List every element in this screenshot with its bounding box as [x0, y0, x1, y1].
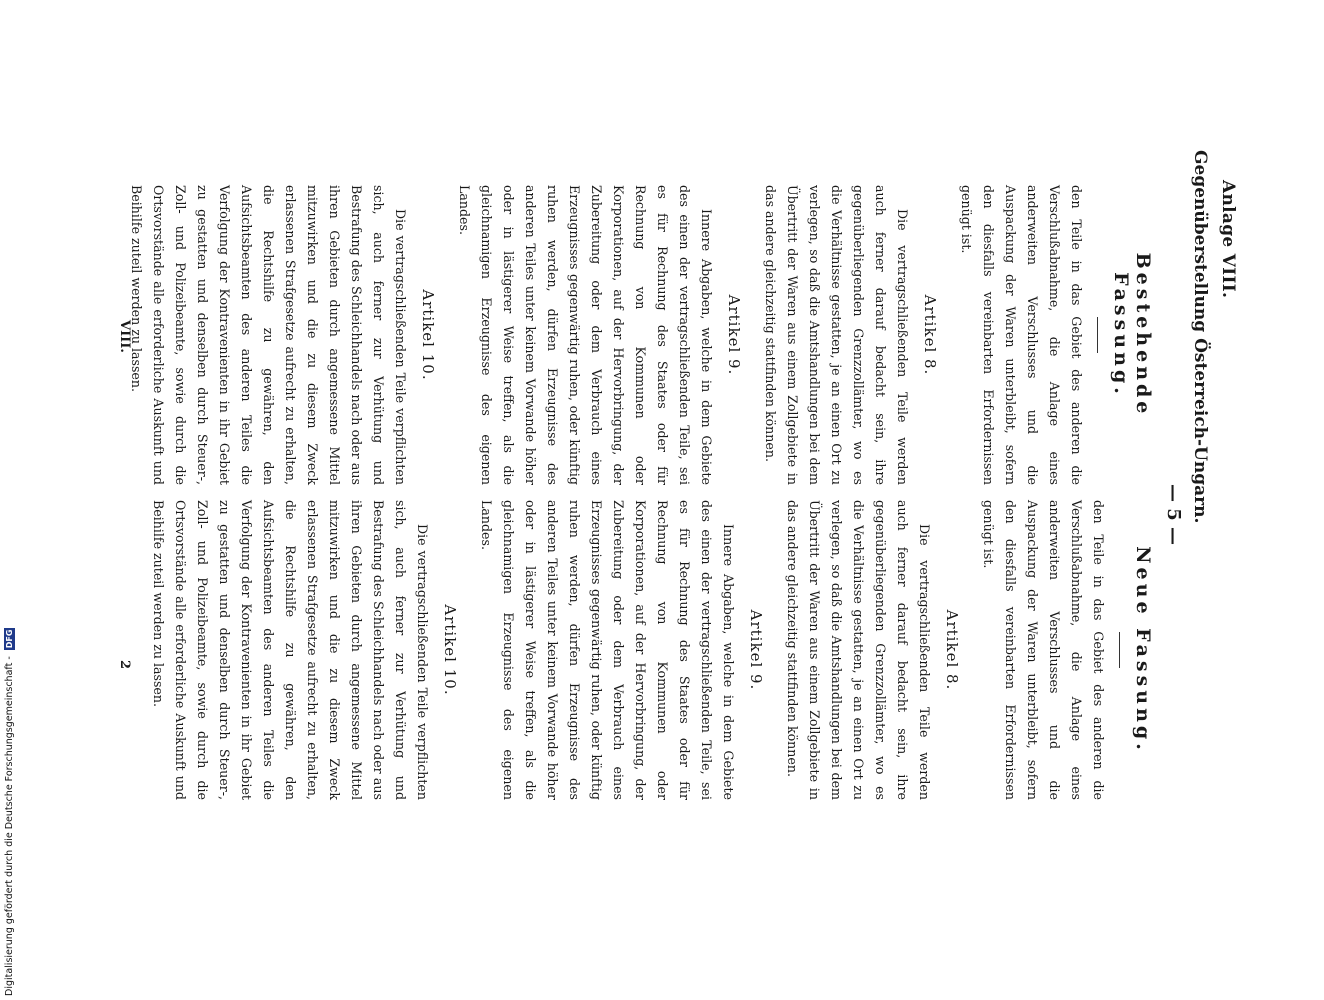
signature-mark-right: 2: [117, 660, 132, 670]
document-title: Anlage VIII.: [1218, 180, 1238, 299]
opening-paragraph: den Teile in das Gebiet des anderen die Verschlußabnahme, die Anlage eines anderweiten Verschlusses und die Auspackung der Waren unterbleibt, sofern den diesfalls vereinbarten Erfordernissen genügt ist.: [981, 500, 1106, 800]
article-10-text: Die vertragschließenden Teile verpflichten sich, auch ferner zur Verhütung und Bestrafung des Schleichhandels nach oder aus ihren Gebieten durch angemessene Mittel mitzuwirken und die zu diesem Zweck erlassenen Strafgesetze aufrecht zu erhalten, die Rechtshilfe zu gewähren, den Aufsichtsbeamten des anderen Teiles die Verfolgung der Kontravenienten in ihr Gebiet zu gestatten und denselben durch Steuer-, Zoll- und Polizeibeamte, sowie durch die Ortsvorstände alle erforderliche Auskunft und Beihilfe zuteil werden zu lassen.: [129, 185, 408, 485]
article-8-title: Artikel 8.: [921, 294, 939, 376]
column-heading-existing: Bestehende Fassung.: [1110, 252, 1154, 418]
page-number: — 5 —: [1163, 484, 1184, 546]
heading-rule: [1119, 632, 1120, 668]
article-9-text: Innere Abgaben, welche in dem Gebiete des einen der vertragschließenden Teile, sei es für Rechnung des Staates oder für Rechnung von Kommunen oder Korporationen, auf der Hervorbringung, der Zubereitung oder dem Verbrauch eines Erzeugnisses gegenwärtig ruhen, oder künftig ruhen werden, dürfen Erzeugnisse des anderen Teiles unter keinem Vorwande höher oder in lästigerer Weise treffen, als die gleichnamigen Erzeugnisse des eigenen Landes.: [457, 185, 714, 485]
article-9-title: Artikel 9.: [747, 609, 765, 691]
funding-notice: [0, 0, 16, 1000]
article-8-title: Artikel 8.: [943, 609, 961, 691]
article-8-text: Die vertragschließenden Teile werden auch ferner darauf bedacht sein, ihre gegenüberliegenden Grenzzollämter, wo es die Verhältnisse gestatten, je an einen Ort zu verlegen, so daß die Amtshandlungen bei dem Übertritt der Waren aus einem Zollgebiete in das andere gleichzeitig stattfinden können.: [785, 500, 932, 800]
opening-paragraph: den Teile in das Gebiet des anderen die Verschlußabnahme, die Anlage eines anderweiten Verschlusses und die Auspackung der Waren unterbleibt, sofern den diesfalls vereinbarten Erfordernissen genügt ist.: [959, 185, 1084, 485]
article-10-title: Artikel 10.: [419, 289, 437, 381]
funding-notice-text: Digitalisierung gefördert durch die Deutsche Forschungsgemeinschaft -: [4, 656, 15, 996]
article-10-text: Die vertragschließenden Teile verpflichten sich, auch ferner zur Verhütung und Bestrafung des Schleichhandels nach oder aus ihren Gebieten durch angemessene Mittel mitzuwirken und die zu diesem Zweck erlassenen Strafgesetze aufrecht zu erhalten, die Rechtshilfe zu gewähren, den Aufsichtsbeamten des anderen Teiles die Verfolgung der Kontravenienten in ihr Gebiet zu gestatten und denselben durch Steuer-, Zoll- und Polizeibeamte, sowie durch die Ortsvorstände alle erforderliche Auskunft und Beihilfe zuteil werden zu lassen.: [151, 500, 430, 800]
signature-mark-left: VIII.: [117, 320, 132, 353]
dfg-logo: DFG: [5, 629, 14, 649]
article-10-title: Artikel 10.: [441, 604, 459, 696]
article-8-text: Die vertragschließenden Teile werden auch ferner darauf bedacht sein, ihre gegenüberliegenden Grenzzollämter, wo es die Verhältnisse gestatten, je an einen Ort zu verlegen, so daß die Amtshandlungen bei dem Übertritt der Waren aus einem Zollgebiete in das andere gleichzeitig stattfinden können.: [763, 185, 910, 485]
column-new-version: [147, 500, 1154, 800]
document-subtitle: Gegenüberstellung Österreich-Ungarn.: [1190, 150, 1210, 524]
column-heading-new: Neue Fassung.: [1132, 546, 1154, 754]
document-page: [110, 0, 1250, 1000]
heading-rule: [1097, 317, 1098, 353]
article-9-text: Innere Abgaben, welche in dem Gebiete des einen der vertragschließenden Teile, sei es für Rechnung des Staates oder für Rechnung von Kommunen oder Korporationen, auf der Hervorbringung, der Zubereitung oder dem Verbrauch eines Erzeugnisses gegenwärtig ruhen, oder künftig ruhen werden, dürfen Erzeugnisse des anderen Teiles unter keinem Vorwande höher oder in lästigerer Weise treffen, als die gleichnamigen Erzeugnisse des eigenen Landes.: [479, 500, 736, 800]
column-existing-version: [125, 185, 1154, 485]
article-9-title: Artikel 9.: [725, 294, 743, 376]
